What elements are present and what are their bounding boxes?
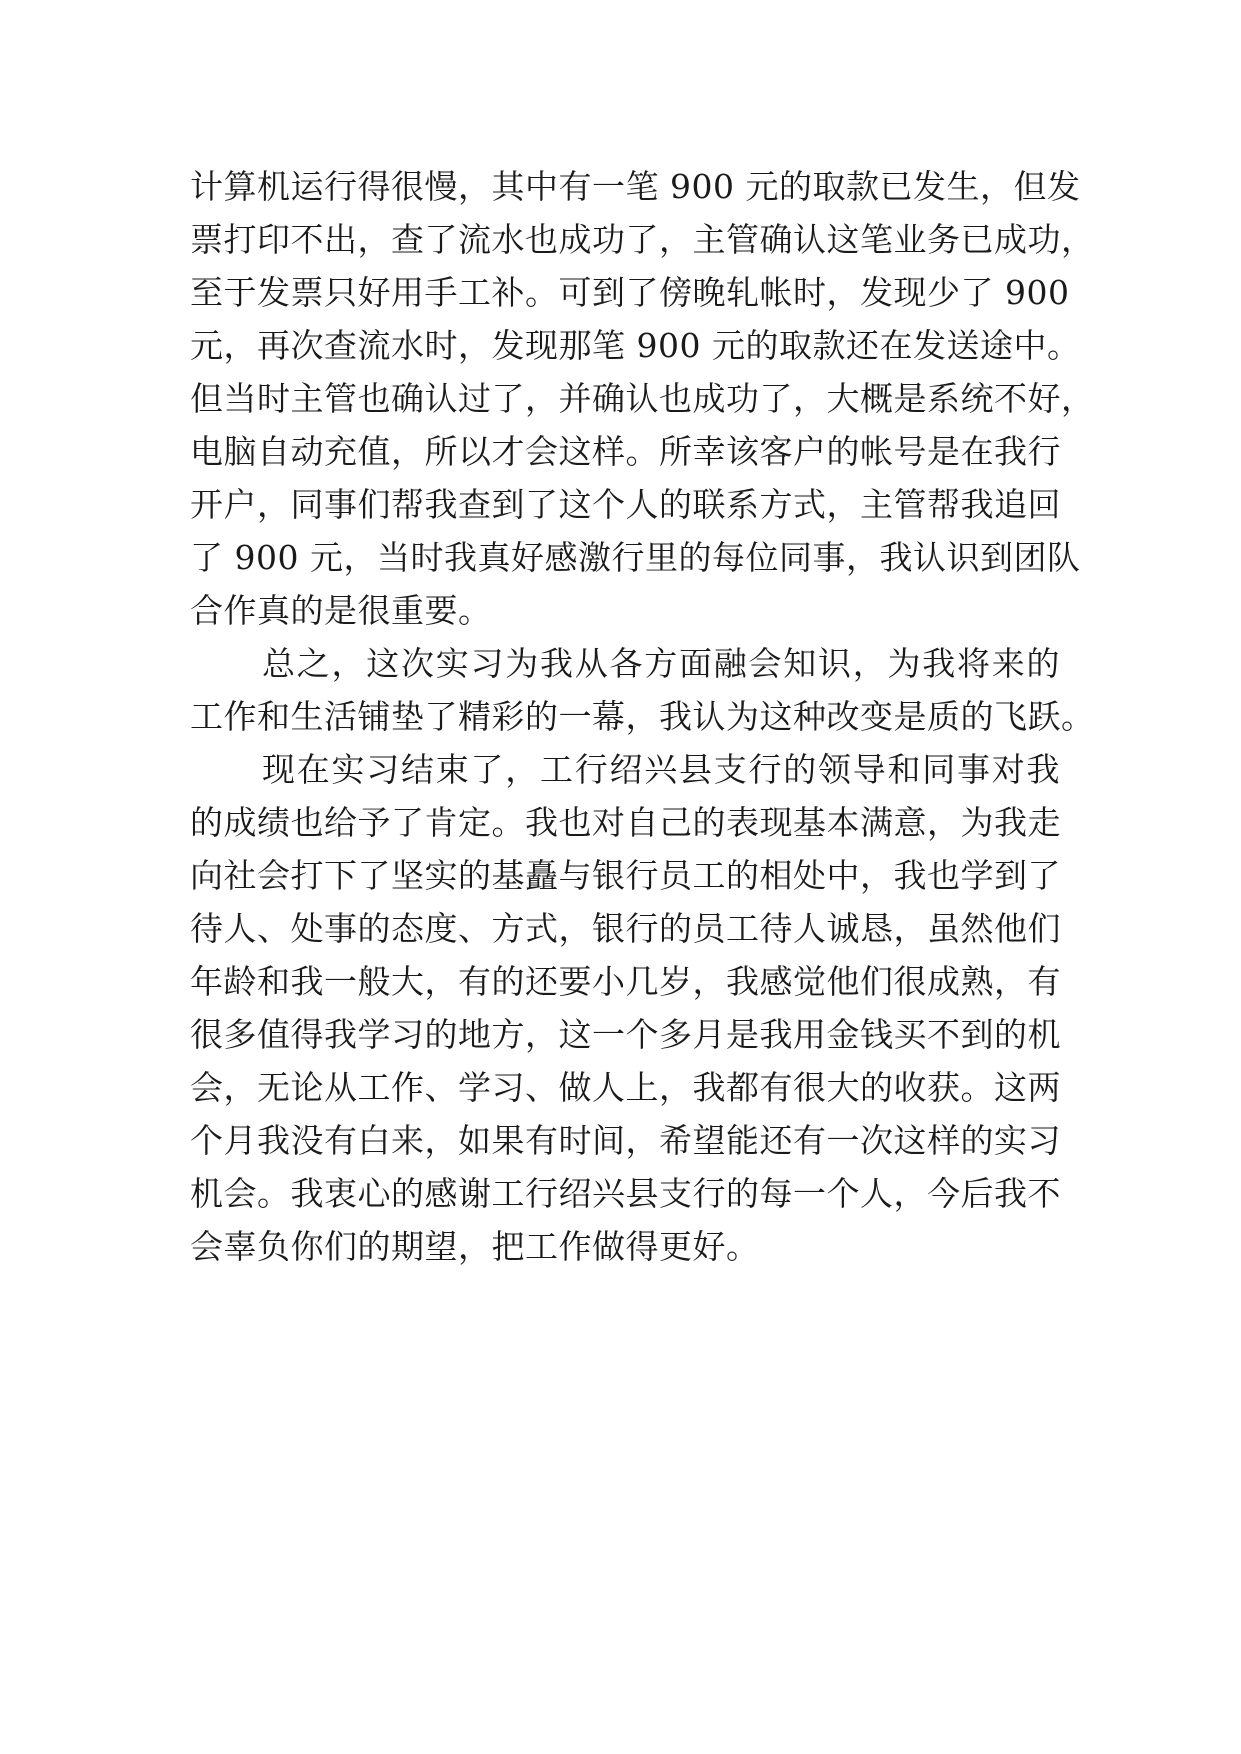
paragraph-3 <box>190 743 1060 1273</box>
text-line: 电脑自动充值，所以才会这样。所幸该客户的帐号是在我行 <box>190 432 1061 471</box>
text-line: 个月我没有白来，如果有时间，希望能还有一次这样的实习 <box>190 1121 1061 1160</box>
text-line: 合作真的是很重要。 <box>190 591 492 630</box>
document-body <box>190 160 1095 1273</box>
text-line: 很多值得我学习的地方，这一个多月是我用金钱买不到的机 <box>190 1015 1061 1054</box>
text-line: 总之，这次实习为我从各方面融会知识，为我将来的 <box>262 644 1060 683</box>
text-line: 会辜负你们的期望，把工作做得更好。 <box>190 1227 760 1266</box>
text-line: 元，再次查流水时，发现那笔 900 元的取款还在发送途中。 <box>190 326 1081 365</box>
text-line: 年龄和我一般大，有的还要小几岁，我感觉他们很成熟，有 <box>190 962 1061 1001</box>
text-line: 计算机运行得很慢，其中有一笔 900 元的取款已发生，但发 <box>190 167 1081 206</box>
text-line: 待人、处事的态度、方式，银行的员工待人诚恳，虽然他们 <box>190 909 1061 948</box>
text-line: 了 900 元，当时我真好感激行里的每位同事，我认识到团队 <box>190 538 1081 577</box>
text-line: 但当时主管也确认过了，并确认也成功了，大概是系统不好， <box>190 379 1095 418</box>
text-line: 的成绩也给予了肯定。我也对自己的表现基本满意，为我走 <box>190 803 1061 842</box>
text-line: 至于发票只好用手工补。可到了傍晚轧帐时，发现少了 900 <box>190 273 1070 312</box>
text-line: 现在实习结束了，工行绍兴县支行的领导和同事对我 <box>262 750 1060 789</box>
text-line: 开户，同事们帮我查到了这个人的联系方式，主管帮我追回 <box>190 485 1061 524</box>
text-line: 机会。我衷心的感谢工行绍兴县支行的每一个人，今后我不 <box>190 1174 1061 1213</box>
text-line: 向社会打下了坚实的基矗与银行员工的相处中，我也学到了 <box>190 856 1061 895</box>
text-line: 会，无论从工作、学习、做人上，我都有很大的收获。这两 <box>190 1068 1061 1107</box>
text-line: 票打印不出，查了流水也成功了，主管确认这笔业务已成功， <box>190 220 1095 259</box>
paragraph-2 <box>190 637 1095 743</box>
paragraph-1 <box>190 160 1095 637</box>
text-line: 工作和生活铺垫了精彩的一幕，我认为这种改变是质的飞跃。 <box>190 697 1095 736</box>
